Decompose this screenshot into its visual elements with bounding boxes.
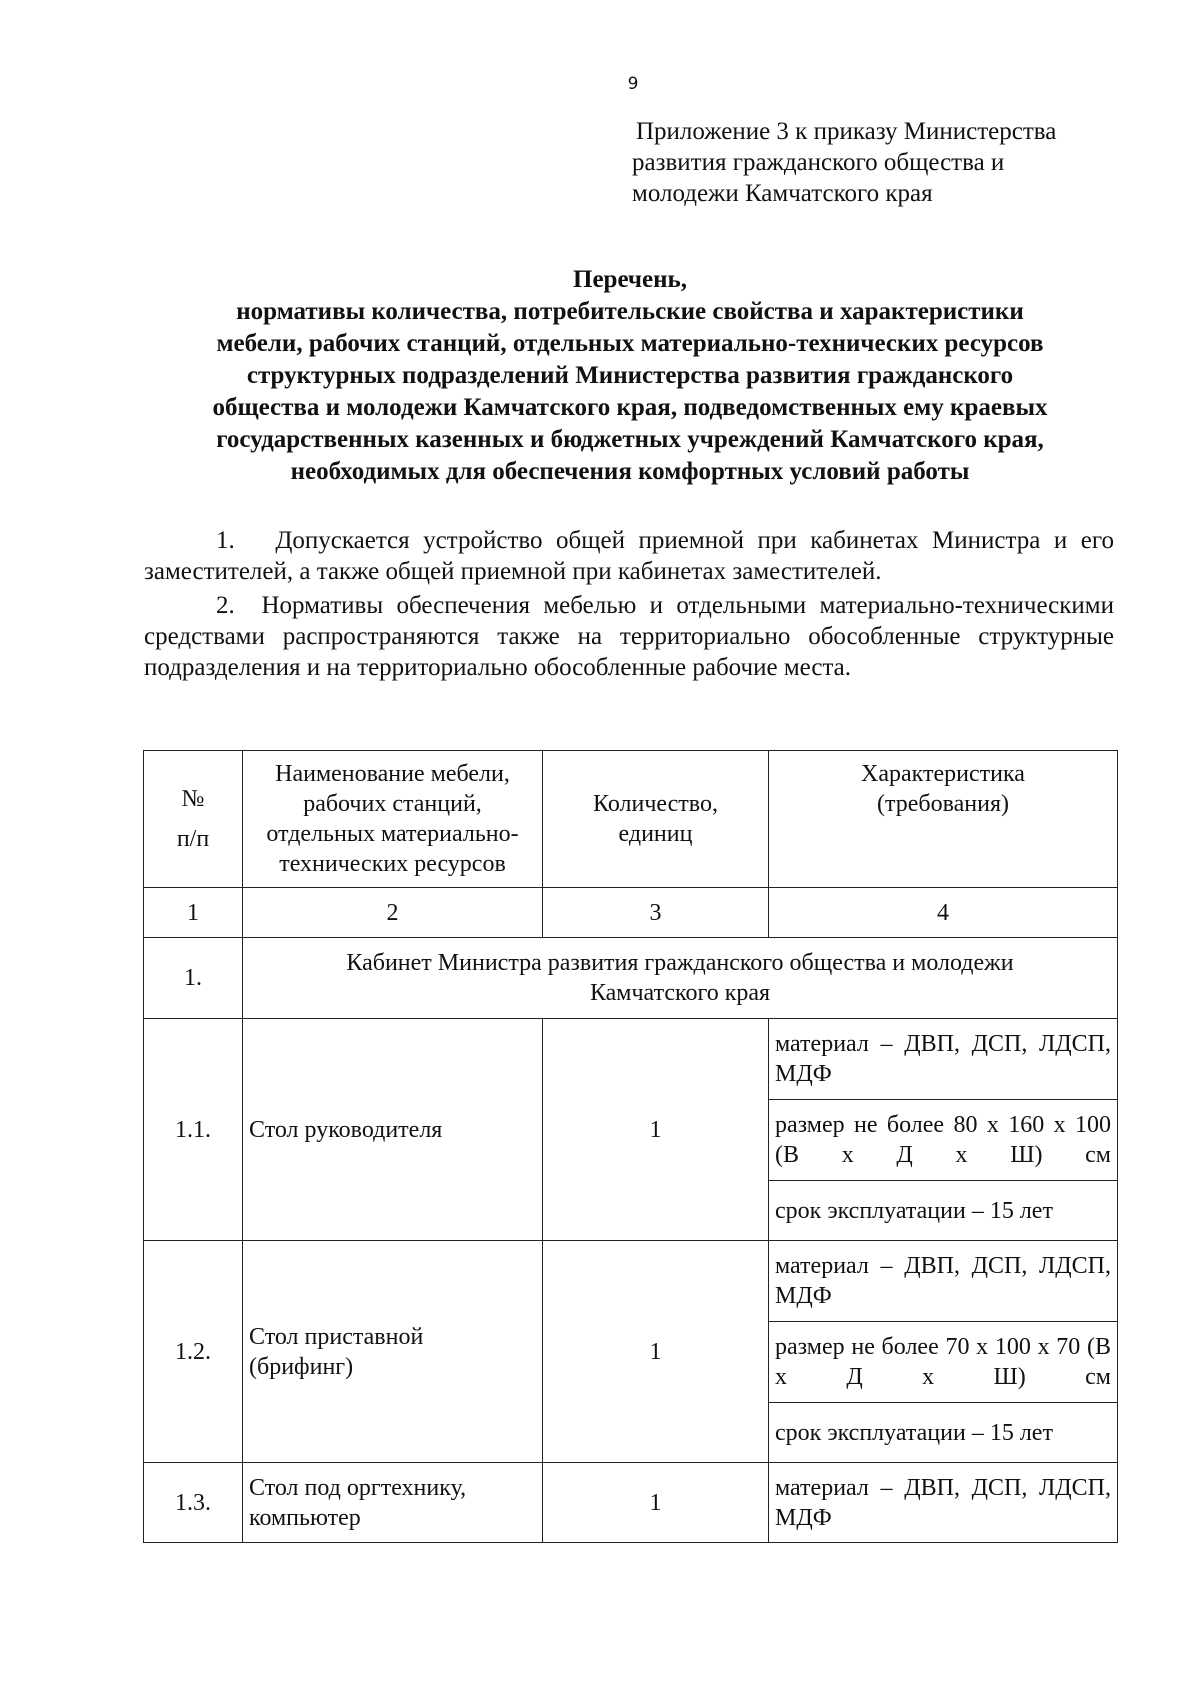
table-row bbox=[144, 1019, 1118, 1100]
header-qty: Количество, единиц bbox=[543, 751, 769, 888]
row-num: 1.1. bbox=[144, 1019, 243, 1241]
row-name: Стол под оргтехнику, компьютер bbox=[243, 1463, 543, 1543]
table-row bbox=[144, 1241, 1118, 1322]
appendix-line: Приложение 3 к приказу Министерства bbox=[636, 118, 1057, 145]
row-qty: 1 bbox=[543, 1019, 769, 1241]
row-num: 1.2. bbox=[144, 1241, 243, 1463]
appendix-header bbox=[632, 116, 1172, 209]
header-row bbox=[144, 751, 1118, 888]
row-qty: 1 bbox=[543, 1241, 769, 1463]
title-line: государственных казенных и бюджетных учреждений Камчатского края, bbox=[216, 426, 1044, 453]
col-number: 4 bbox=[769, 888, 1118, 938]
paragraph-2 bbox=[144, 590, 1114, 683]
table-row bbox=[144, 1463, 1118, 1543]
title-line: мебели, рабочих станций, отдельных материально-технических ресурсов bbox=[216, 330, 1044, 357]
header-num: № п/п bbox=[144, 751, 243, 888]
title-line: необходимых для обеспечения комфортных условий работы bbox=[290, 458, 970, 485]
row-characteristic: размер не более 70 х 100 х 70 (В х Д х Ш) см bbox=[769, 1322, 1118, 1403]
paragraph-text: Нормативы обеспечения мебелью и отдельными материально-техническими средствами распространяются также на территориально обособленные структурные подразделения и на территориально обособленные рабочие места. bbox=[144, 592, 1114, 681]
section-title: Кабинет Министра развития гражданского общества и молодежи Камчатского края bbox=[243, 938, 1118, 1019]
row-qty: 1 bbox=[543, 1463, 769, 1543]
header-name: Наименование мебели, рабочих станций, отдельных материально-технических ресурсов bbox=[243, 751, 543, 888]
row-characteristic: материал – ДВП, ДСП, ЛДСП, МДФ bbox=[769, 1019, 1118, 1100]
row-name: Стол приставной (брифинг) bbox=[243, 1241, 543, 1463]
col-number: 3 bbox=[543, 888, 769, 938]
header-characteristics: Характеристика (требования) bbox=[769, 751, 1118, 888]
row-characteristic: срок эксплуатации – 15 лет bbox=[769, 1403, 1118, 1463]
row-characteristic: материал – ДВП, ДСП, ЛДСП, МДФ bbox=[769, 1463, 1118, 1543]
title-line: общества и молодежи Камчатского края, подведомственных ему краевых bbox=[212, 394, 1048, 421]
col-number: 1 bbox=[144, 888, 243, 938]
section-row bbox=[144, 938, 1118, 1019]
row-name: Стол руководителя bbox=[243, 1019, 543, 1241]
appendix-line: молодежи Камчатского края bbox=[632, 180, 933, 207]
title-line: Перечень, bbox=[573, 266, 687, 293]
row-characteristic: материал – ДВП, ДСП, ЛДСП, МДФ bbox=[769, 1241, 1118, 1322]
paragraph-number: 2. bbox=[216, 592, 235, 619]
section-num: 1. bbox=[144, 938, 243, 1019]
furniture-table bbox=[143, 750, 1118, 1543]
row-characteristic: срок эксплуатации – 15 лет bbox=[769, 1181, 1118, 1241]
title-line: нормативы количества, потребительские свойства и характеристики bbox=[236, 298, 1024, 325]
row-num: 1.3. bbox=[144, 1463, 243, 1543]
document-title bbox=[100, 264, 1160, 488]
column-numbers-row bbox=[144, 888, 1118, 938]
paragraph-1 bbox=[144, 525, 1114, 587]
row-characteristic: размер не более 80 х 160 х 100 (В х Д х Ш) см bbox=[769, 1100, 1118, 1181]
paragraph-text: Допускается устройство общей приемной при кабинетах Министра и его заместителей, а также общей приемной при кабинетах заместителей. bbox=[144, 527, 1115, 585]
col-number: 2 bbox=[243, 888, 543, 938]
title-line: структурных подразделений Министерства развития гражданского bbox=[246, 362, 1014, 389]
page-number: 9 bbox=[627, 74, 639, 94]
appendix-line: развития гражданского общества и bbox=[632, 149, 1005, 176]
paragraph-number: 1. bbox=[216, 527, 235, 554]
